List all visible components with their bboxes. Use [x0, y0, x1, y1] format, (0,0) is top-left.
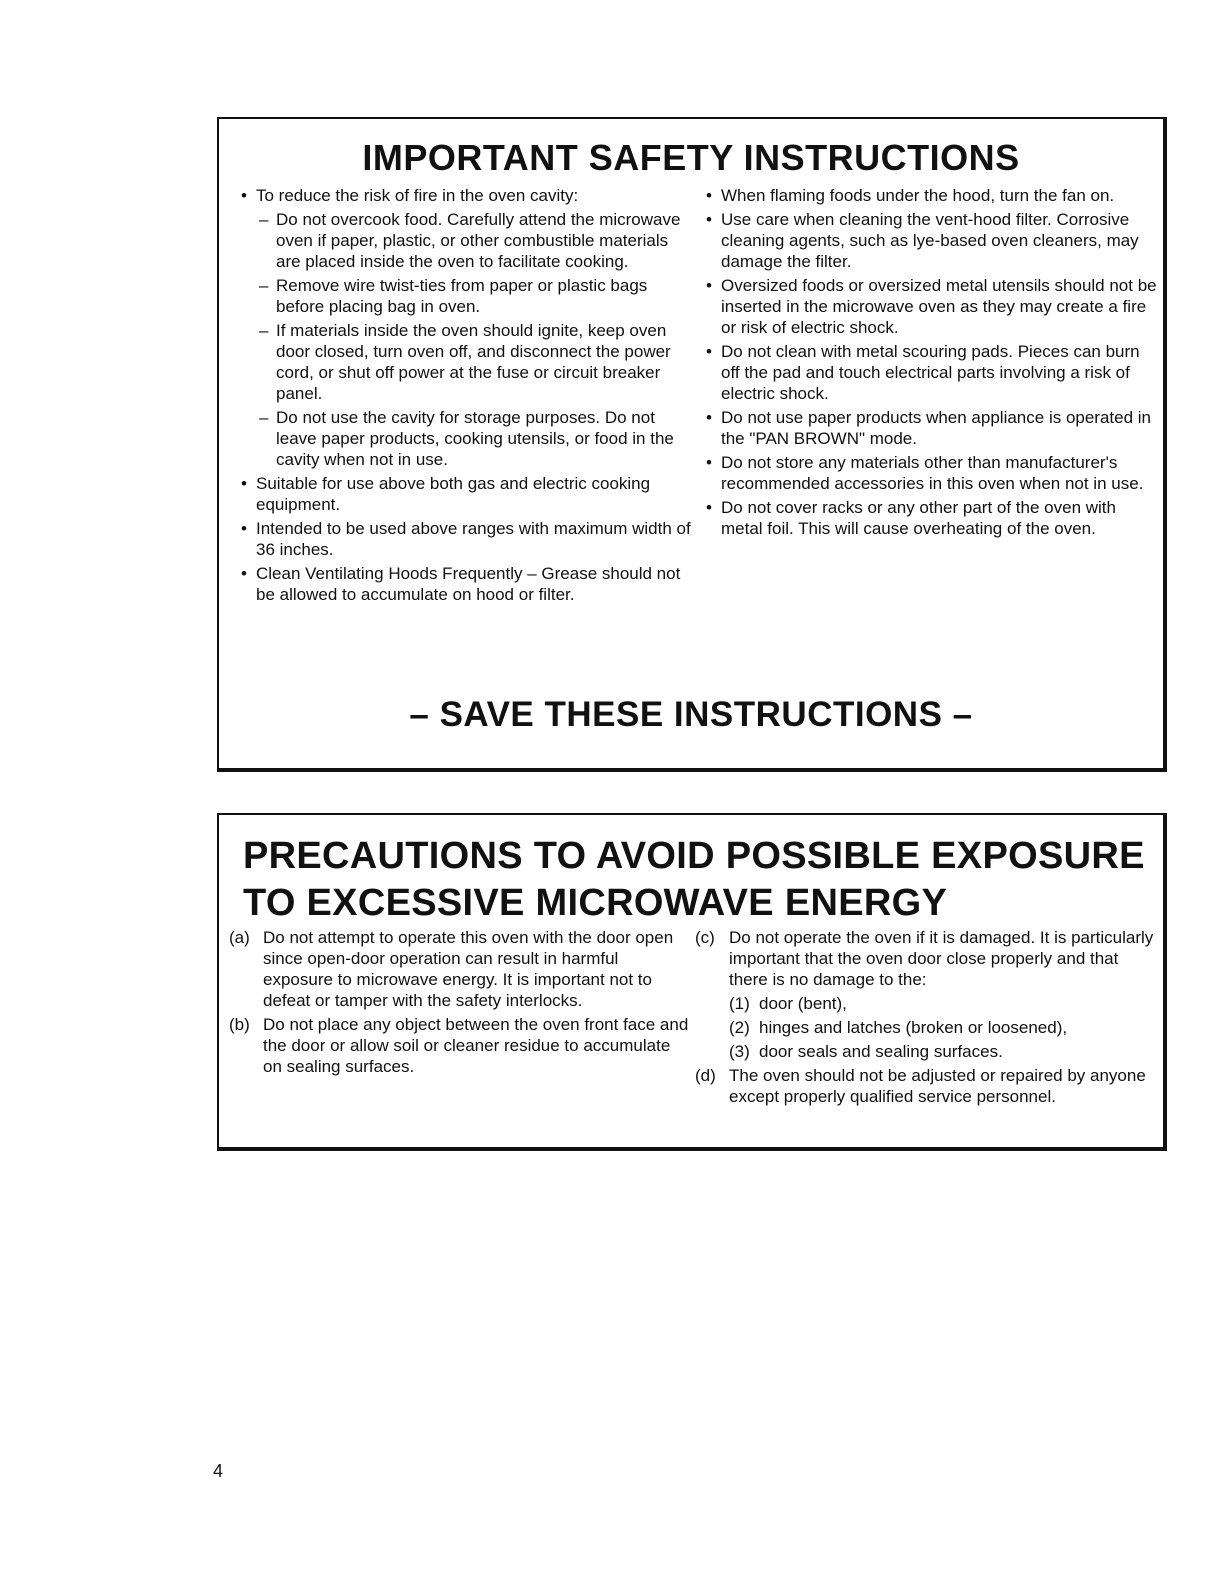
- precautions-box: [217, 813, 1167, 1151]
- item-label: (b): [229, 1015, 250, 1034]
- item-text: Do not operate the oven if it is damaged. It is particularly important that the oven door close properly and that there is no damage to the:: [729, 928, 1154, 989]
- sub-text: hinges and latches (broken or loosened),: [759, 1018, 1068, 1037]
- sub-item-2: [695, 1017, 1160, 1038]
- dash-item: – Remove wire twist-ties from paper or plastic bags before placing bag in oven.: [239, 275, 694, 317]
- safety-instructions-box: [217, 117, 1167, 772]
- precautions-title: PRECAUTIONS TO AVOID POSSIBLE EXPOSURE TO EXCESSIVE MICROWAVE ENERGY: [243, 835, 1145, 924]
- bullet-item: • Do not clean with metal scouring pads. Pieces can burn off the pad and touch electrical parts involving a risk of electric shock.: [704, 341, 1159, 404]
- safety-right-column: [704, 185, 1159, 542]
- item-text: The oven should not be adjusted or repaired by anyone except properly qualified service personnel.: [729, 1066, 1146, 1106]
- safety-title: IMPORTANT SAFETY INSTRUCTIONS: [362, 137, 1020, 178]
- bullet-item: • Oversized foods or oversized metal utensils should not be inserted in the microwave oven as they may create a fire or risk of electric shock.: [704, 275, 1159, 338]
- sub-label: (2): [729, 1018, 750, 1037]
- item-text: Do not attempt to operate this oven with the door open since open-door operation can result in harmful exposure to microwave energy. It is important not to defeat or tamper with the safety interlocks.: [263, 928, 674, 1010]
- bullet-item: • Do not use paper products when appliance is operated in the "PAN BROWN" mode.: [704, 407, 1159, 449]
- dash-item: – Do not overcook food. Carefully attend the microwave oven if paper, plastic, or other combustible materials are placed inside the oven to facilitate cooking.: [239, 209, 694, 272]
- item-label: (a): [229, 928, 250, 947]
- precaution-item-b: [229, 1014, 689, 1077]
- page-number: 4: [213, 1461, 224, 1481]
- bullet-item: • When flaming foods under the hood, turn the fan on.: [704, 185, 1159, 206]
- sub-label: (3): [729, 1042, 750, 1061]
- bullet-item: • Use care when cleaning the vent-hood filter. Corrosive cleaning agents, such as lye-based oven cleaners, may damage the filter.: [704, 209, 1159, 272]
- precaution-item-c: [695, 927, 1160, 990]
- bullet-item: • Clean Ventilating Hoods Frequently – Grease should not be allowed to accumulate on hood or filter.: [239, 563, 694, 605]
- dash-item: – Do not use the cavity for storage purposes. Do not leave paper products, cooking utensils, or food in the cavity when not in use.: [239, 407, 694, 470]
- safety-left-column: [239, 185, 694, 608]
- bullet-item: • Do not cover racks or any other part of the oven with metal foil. This will cause overheating of the oven.: [704, 497, 1159, 539]
- item-text: Do not place any object between the oven front face and the door or allow soil or cleaner residue to accumulate on sealing surfaces.: [263, 1015, 689, 1076]
- bullet-item: • Suitable for use above both gas and electric cooking equipment.: [239, 473, 694, 515]
- sub-item-1: [695, 993, 1160, 1014]
- sub-text: door seals and sealing surfaces.: [759, 1042, 1003, 1061]
- bullet-item: • To reduce the risk of fire in the oven cavity:: [239, 185, 694, 206]
- dash-item: – If materials inside the oven should ignite, keep oven door closed, turn oven off, and disconnect the power cord, or shut off power at the fuse or circuit breaker panel.: [239, 320, 694, 404]
- precaution-item-a: [229, 927, 689, 1011]
- bullet-item: • Do not store any materials other than manufacturer's recommended accessories in this oven when not in use.: [704, 452, 1159, 494]
- precaution-item-d: [695, 1065, 1160, 1107]
- bullet-item: • Intended to be used above ranges with maximum width of 36 inches.: [239, 518, 694, 560]
- sub-item-3: [695, 1041, 1160, 1062]
- sub-text: door (bent),: [759, 994, 847, 1013]
- sub-label: (1): [729, 994, 750, 1013]
- precautions-left-column: [229, 927, 689, 1080]
- item-label: (d): [695, 1066, 716, 1085]
- save-instructions-heading: – SAVE THESE INSTRUCTIONS –: [409, 695, 973, 734]
- item-label: (c): [695, 928, 715, 947]
- precautions-right-column: [695, 927, 1160, 1110]
